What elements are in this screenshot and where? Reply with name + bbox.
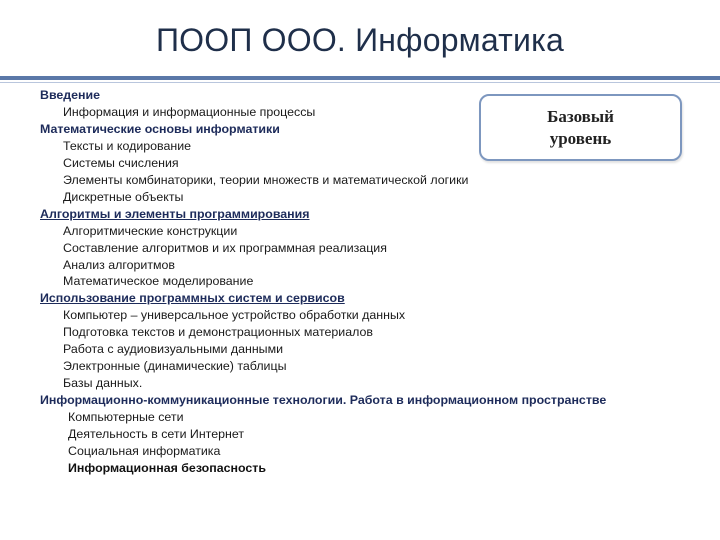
section-heading: Алгоритмы и элементы программирования xyxy=(40,206,310,221)
topic-item: Компьютер – универсальное устройство обработки данных xyxy=(63,308,406,323)
topic-item: Системы счисления xyxy=(63,155,179,170)
title-divider xyxy=(0,76,720,80)
topic-item: Подготовка текстов и демонстрационных материалов xyxy=(63,325,373,340)
topic-item: Составление алгоритмов и их программная реализация xyxy=(63,240,387,255)
topic-item: Базы данных. xyxy=(63,376,143,391)
topic-item: Социальная информатика xyxy=(68,444,221,459)
topic-item: Элементы комбинаторики, теории множеств и математической логики xyxy=(63,172,469,187)
topic-item: Компьютерные сети xyxy=(68,410,184,425)
topic-item: Электронные (динамические) таблицы xyxy=(63,359,287,374)
level-badge xyxy=(479,94,682,161)
slide-title: ПООП ООО. Информатика xyxy=(155,22,565,58)
topic-item: Тексты и кодирование xyxy=(63,138,192,153)
section-heading: Использование программных систем и сервисов xyxy=(40,291,345,306)
section-heading: Введение xyxy=(40,88,101,102)
topic-item: Дискретные объекты xyxy=(63,189,184,204)
topic-item: Анализ алгоритмов xyxy=(63,257,176,272)
topic-item: Работа с аудиовизуальными данными xyxy=(63,342,284,357)
title-divider-thin xyxy=(0,82,720,83)
level-badge-label: Базовый уровень xyxy=(547,106,614,148)
topic-item: Деятельность в сети Интернет xyxy=(68,427,244,442)
section-heading: Информационно-коммуникационные технологии. Работа в информационном пространстве xyxy=(40,393,607,408)
topic-item: Алгоритмические конструкции xyxy=(63,223,238,238)
topic-item: Информация и информационные процессы xyxy=(63,104,316,119)
topic-item: Информационная безопасность xyxy=(68,460,266,475)
section-heading: Математические основы информатики xyxy=(40,121,280,136)
topic-item: Математическое моделирование xyxy=(63,274,254,289)
